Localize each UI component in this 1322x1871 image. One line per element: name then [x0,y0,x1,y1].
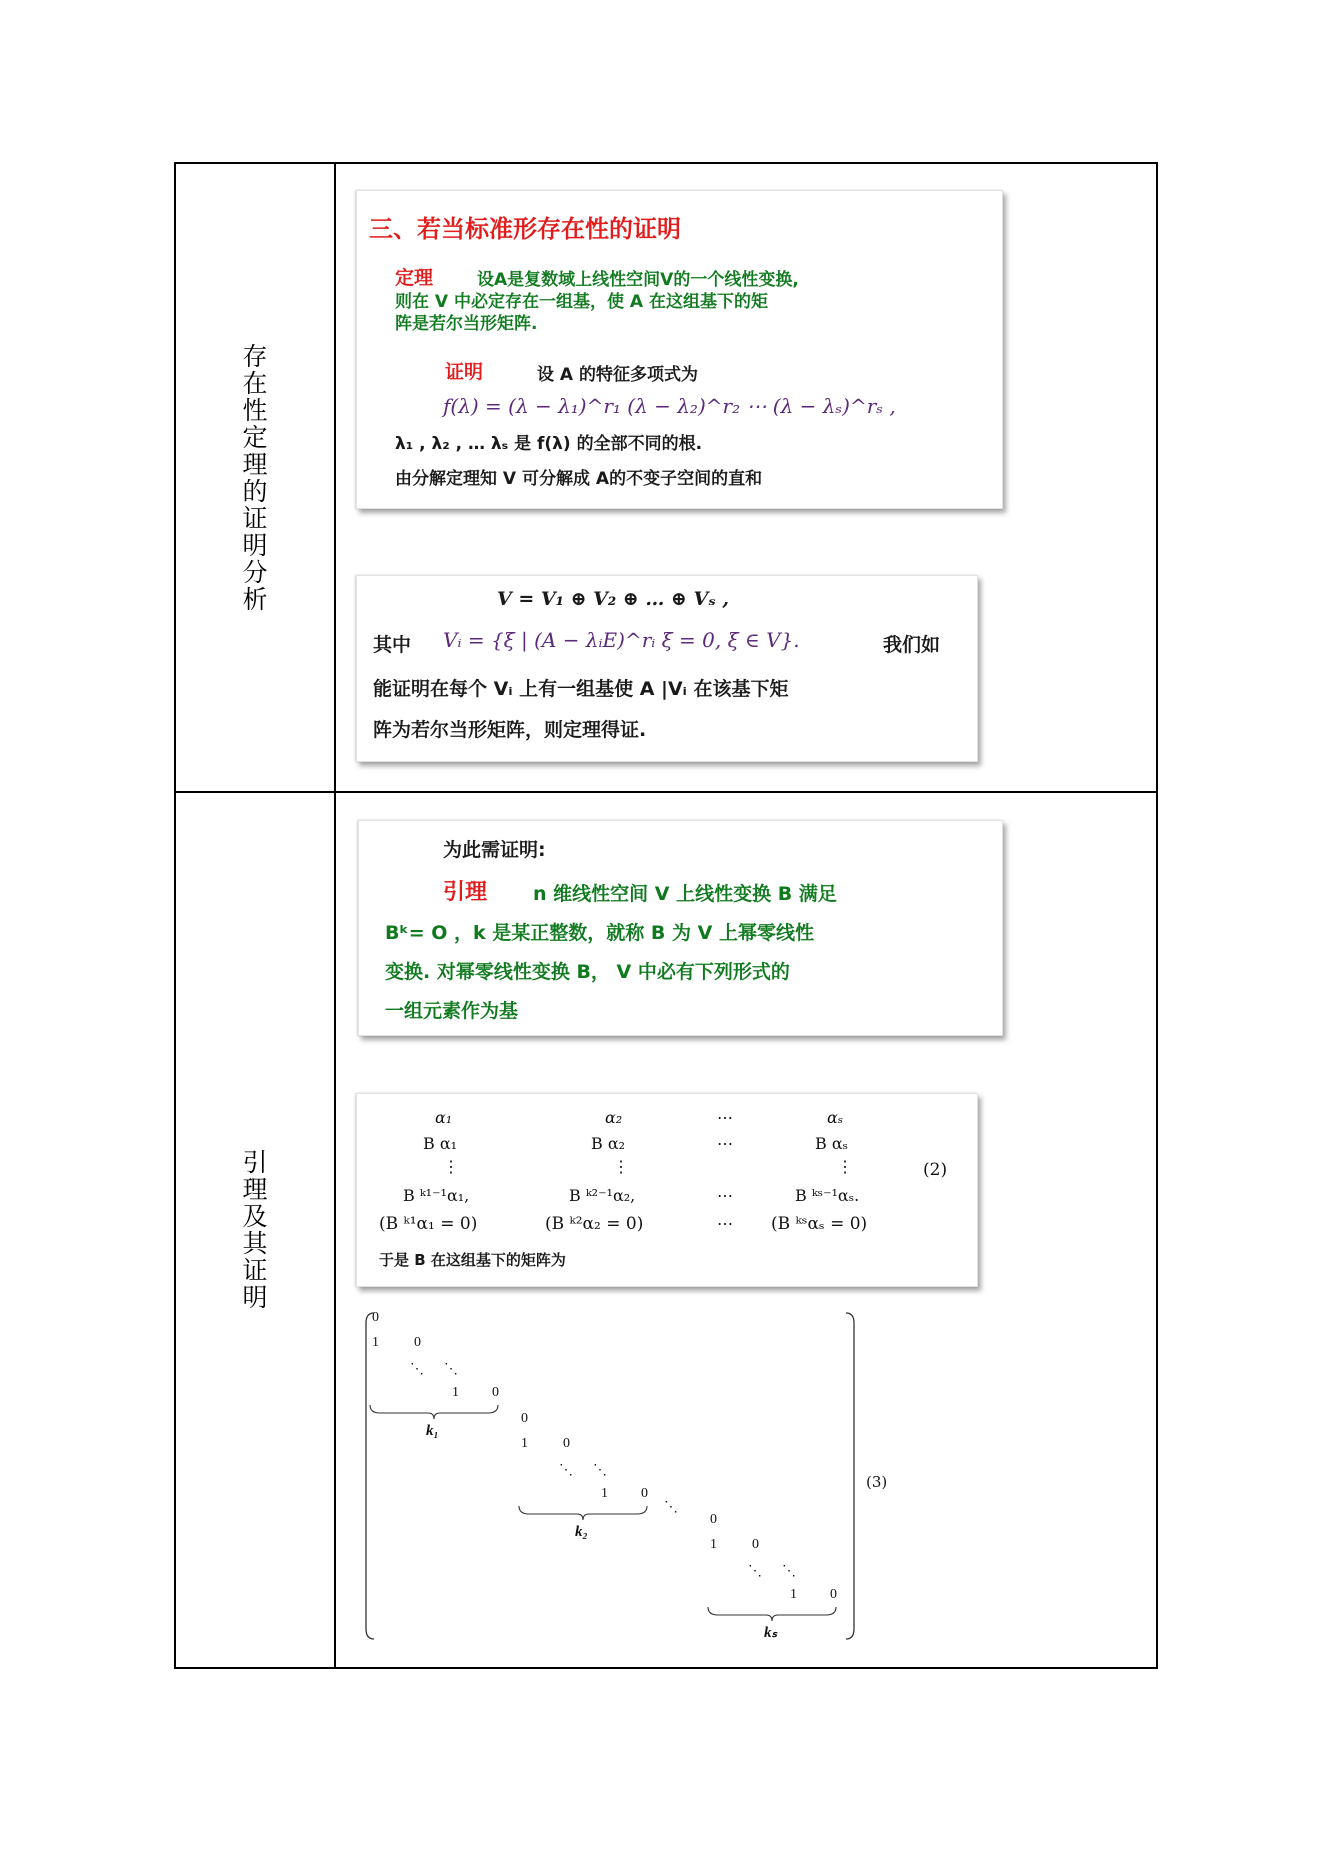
matrix-one: 1 [452,1385,459,1400]
col4-r4: B ᵏˢ⁻¹αₛ. [795,1186,860,1205]
roots-line: λ₁ , λ₂ , … λₛ 是 f(λ) 的全部不同的根. [395,434,703,454]
col2-r3: ⋮ [613,1157,629,1176]
table-row [175,792,1157,1668]
row-content-cell [335,163,1157,792]
row-label-cell [175,792,335,1668]
matrix-ddots: ⋱ [410,1362,424,1377]
line1-prefix: 其中 [373,634,412,656]
matrix-one: 1 [601,1486,608,1501]
basis-slide [356,1093,978,1287]
block-size-label: kₛ [764,1625,778,1641]
table-row [175,163,1157,792]
matrix-zero: 0 [492,1385,499,1400]
matrix-ddots: ⋱ [782,1564,796,1579]
matrix-zero: 0 [641,1486,648,1501]
col3-r2: ⋯ [717,1134,733,1153]
lemma-intro: 为此需证明: [443,839,546,861]
col1-r2: B α₁ [423,1134,458,1153]
lemma-line-3: 变换. 对幂零线性变换 B， V 中必有下列形式的 [385,961,790,983]
col4-r5: (B ᵏˢαₛ = 0) [771,1214,868,1234]
underbrace [370,1405,498,1419]
row-content-cell [335,792,1157,1668]
proof-label: 证明 [445,361,484,383]
matrix-zero: 0 [563,1436,570,1451]
lemma-line-4: 一组元素作为基 [385,1000,519,1022]
matrix-zero: 0 [414,1335,421,1350]
subspace-definition: Vᵢ = {ξ | (A − λᵢE)^rᵢ ξ = 0, ξ ∈ V}. [443,628,800,652]
theorem-label: 定理 [395,267,434,289]
decomposition-line: 由分解定理知 V 可分解成 A的不变子空间的直和 [395,469,763,489]
matrix-zero: 0 [372,1311,379,1325]
matrix-zero: 0 [830,1587,837,1602]
lemma-slide [358,820,1003,1036]
matrix-ddots: ⋱ [748,1564,762,1579]
equation-number-2: (2) [923,1160,948,1180]
col2-r4: B ᵏ²⁻¹α₂, [569,1186,636,1205]
underbrace [708,1607,836,1621]
row-label: 存在性定理的证明分析 [242,341,268,614]
col1-r4: B ᵏ¹⁻¹α₁, [403,1186,470,1205]
proof-intro: 设 A 的特征多项式为 [537,365,698,385]
col3-r5: ⋯ [717,1214,733,1233]
line2: 能证明在每个 Vᵢ 上有一组基使 A |Vᵢ 在该基下矩 [373,678,789,700]
col1-r3: ⋮ [443,1157,459,1176]
col2-r5: (B ᵏ²α₂ = 0) [545,1214,644,1234]
theorem-slide [356,190,1003,509]
matrix-ddots: ⋱ [593,1463,607,1478]
block-size-label: k₂ [575,1524,588,1540]
matrix-one: 1 [521,1436,528,1451]
equation-number-3: (3) [866,1473,888,1491]
row-label-cell [175,163,335,792]
line1-suffix: 我们如 [883,634,941,656]
col4-r3: ⋮ [837,1157,853,1176]
lemma-line-2: Bᵏ= O ，k 是某正整数，就称 B 为 V 上幂零线性 [385,922,814,944]
matrix-zero: 0 [752,1537,759,1552]
lemma-line-1: n 维线性空间 V 上线性变换 B 满足 [533,883,837,905]
right-bracket [846,1313,854,1639]
col3-r1: ⋯ [717,1108,733,1127]
theorem-text-2: 则在 V 中必定存在一组基，使 A 在这组基下的矩 [395,292,768,312]
direct-sum-formula: V = V₁ ⊕ V₂ ⊕ … ⊕ Vₛ , [497,588,729,610]
slide-title: 三、若当标准形存在性的证明 [369,215,681,243]
jordan-matrix [364,1311,884,1656]
basis-footer: 于是 B 在这组基下的矩阵为 [379,1251,566,1269]
col1-r1: α₁ [435,1108,453,1127]
theorem-text-1: 设A是复数域上线性空间V的一个线性变换, [477,270,799,290]
col3-r4: ⋯ [717,1186,733,1205]
col1-r5: (B ᵏ¹α₁ = 0) [379,1214,478,1234]
underbrace [519,1506,647,1520]
matrix-one: 1 [710,1537,717,1552]
characteristic-polynomial: f(λ) = (λ − λ₁)^r₁ (λ − λ₂)^r₂ ⋯ (λ − λₛ)^rₛ , [443,394,896,418]
matrix-ddots-between: ⋱ [664,1500,678,1515]
decomposition-slide [356,575,978,762]
matrix-zero: 0 [521,1411,528,1426]
content-table [174,162,1158,1669]
block-size-label: k₁ [426,1423,439,1439]
line3: 阵为若尔当形矩阵，则定理得证. [373,719,647,741]
col4-r1: αₛ [827,1108,844,1127]
row-label: 引理及其证明 [242,1148,268,1312]
theorem-text-3: 阵是若尔当形矩阵. [395,314,538,334]
matrix-one: 1 [372,1335,379,1350]
left-bracket [366,1313,374,1639]
lemma-label: 引理 [443,880,488,905]
matrix-one: 1 [790,1587,797,1602]
matrix-ddots: ⋱ [444,1362,458,1377]
col2-r1: α₂ [605,1108,623,1127]
matrix-zero: 0 [710,1512,717,1527]
col2-r2: B α₂ [591,1134,626,1153]
matrix-ddots: ⋱ [559,1463,573,1478]
col4-r2: B αₛ [815,1134,849,1153]
